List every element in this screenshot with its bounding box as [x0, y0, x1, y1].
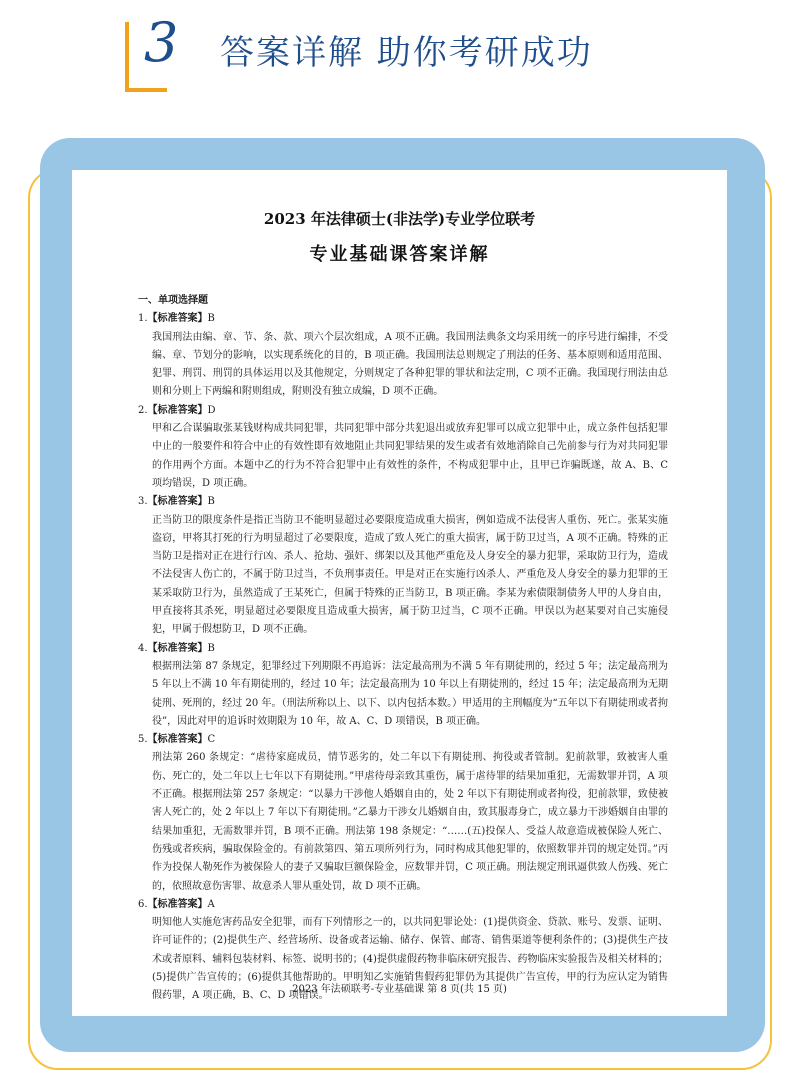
answer-content: [138, 292, 668, 1006]
page-footer: 2023 年法硕联考-专业基础课 第 8 页(共 15 页): [292, 984, 507, 995]
question-number: 6.: [138, 898, 148, 910]
answer-value: B: [207, 496, 215, 508]
answer-label: 【标准答案】: [147, 734, 208, 746]
question-item: [138, 402, 668, 493]
question-number: 1.: [138, 313, 148, 325]
answer-value: A: [207, 898, 215, 910]
question-answer-line: [138, 402, 668, 420]
explanation-text: 甲和乙合谋骗取张某钱财构成共同犯罪，共同犯罪中部分共犯退出或放弃犯罪可以成立犯罪中止，成立条件包括犯罪中止的一般要件和符合中止的有效性即有效地阻止共同犯罪结果的发生或者有效地消除自己先前参与行为对共同犯罪的作用两个方面。本题中乙的行为不符合犯罪中止有效性的条件，不构成犯罪中止，且甲已诈骗既遂，故 A、B、C 项均错误，D 项正确。: [152, 423, 668, 489]
answer-value: B: [207, 313, 215, 325]
document-title: 2023 年法律硕士(非法学)专业学位联考: [263, 210, 536, 228]
explanation-text: 刑法第 260 条规定：“虐待家庭成员，情节恶劣的，处二年以下有期徒刑、拘役或者管制。犯前款罪，致被害人重伤、死亡的，处二年以上七年以下有期徒刑。”甲虐待母亲致其重伤，属于虐待罪的结果加重犯，无需数罪并罚，A 项不正确。根据刑法第 257 条规定：“以暴力干涉他人婚姻自由的，处 2 年以下有期徒刑或者拘役，犯前款罪，致使被害人死亡的，处 2 年以上 7 年以下有期徒刑。”乙暴力干涉女儿婚姻自由，致其服毒身亡，成立暴力干涉婚姻自由罪的结果加重犯，无需数罪并罚，B 项不正确。刑法第 198 条规定：“……(五)投保人、受益人故意造成被保险人死亡、伤残或者疾病，骗取保险金的。有前款第四、第五项所列行为，同时构成其他犯罪的，依照数罪并罚的规定处罚。”丙作为投保人勒死作为被保险人的妻子又骗取巨额保险金，应数罪并罚，C 项正确。刑法规定刑讯逼供致人伤残、死亡的，依照故意伤害罪、故意杀人罪从重处罚，故 D 项不正确。: [152, 752, 668, 892]
explanation-text: 明知他人实施危害药品安全犯罪，而有下列情形之一的，以共同犯罪论处：(1)提供资金、贷款、账号、发票、证明、许可证件的；(2)提供生产、经营场所、设备或者运输、储存、保管、邮寄、销售渠道等便利条件的；(3)提供生产技术或者原料、辅料包装材料、标签、说明书的；(4)提供虚假药物非临床研究报告、药物临床实验报告及相关材料的；(5)提供广告宣传的；(6)提供其他帮助的。甲明知乙实施销售假药犯罪仍为其提供广告宣传，甲的行为应认定为销售假药罪，A 项正确，B、C、D 项错误。: [152, 917, 668, 1002]
document-page: [72, 170, 727, 1016]
question-item: [138, 493, 668, 639]
section-number: 3: [144, 11, 179, 74]
question-answer-line: [138, 310, 668, 328]
question-answer-line: [138, 493, 668, 511]
question-number: 5.: [138, 734, 148, 746]
explanation-text: 我国刑法由编、章、节、条、款、项六个层次组成，A 项不正确。我国刑法典条文均采用统一的序号进行编排，不受编、章、节划分的影响，以实现系统化的目的，B 项正确。我国刑法总则规定了刑法的任务、基本原则和适用范围、犯罪、刑罚、刑罚的具体运用以及其他规定，分则规定了各种犯罪的罪状和法定刑，C 项不正确。我国现行刑法由总则和分则上下两编和附则组成，附则没有独立成编，D 项不正确。: [152, 331, 668, 398]
explanation-text: 正当防卫的限度条件是指正当防卫不能明显超过必要限度造成重大损害，例如造成不法侵害人重伤、死亡。张某实施盗窃，甲将其打死的行为明显超过了必要限度，造成了致人死亡的重大损害，属于防卫过当，A 项不正确。特殊的正当防卫是指对正在进行行凶、杀人、抢劫、强奸、绑架以及其他严重危及人身安全的暴力犯罪，采取防卫行为，造成不法侵害人伤亡的，不属于防卫过当，不负刑事责任。甲是对正在实施行凶杀人、严重危及人身安全的暴力犯罪的王某采取防卫行为，虽然造成了王某死亡，但属于特殊的正当防卫，B 项正确。李某为索债限制债务人甲的人身自由，甲直接将其杀死，明显超过必要限度且造成重大损害，属于防卫过当，C 项不正确。甲误以为赵某要对自己实施侵犯，甲属于假想防卫，D 项不正确。: [152, 514, 668, 636]
answer-label: 【标准答案】: [147, 898, 208, 910]
question-item: [138, 310, 668, 401]
answer-label: 【标准答案】: [147, 404, 208, 416]
question-number: 2.: [138, 404, 148, 416]
answer-value: C: [207, 734, 216, 746]
answer-label: 【标准答案】: [147, 313, 208, 325]
question-list: [138, 310, 668, 1005]
answer-value: D: [207, 404, 216, 416]
question-number: 3.: [138, 496, 148, 508]
header-title: 答案详解 助你考研成功: [220, 33, 593, 73]
answer-label: 【标准答案】: [147, 496, 208, 508]
document-subtitle: 专业基础课答案详解: [309, 244, 490, 265]
answer-value: B: [207, 642, 215, 654]
question-answer-line: [138, 731, 668, 749]
page-header: [0, 0, 790, 100]
question-item: [138, 731, 668, 896]
question-answer-line: [138, 896, 668, 914]
question-item: [138, 640, 668, 731]
question-number: 4.: [138, 642, 148, 654]
question-answer-line: [138, 640, 668, 658]
answer-label: 【标准答案】: [147, 642, 208, 654]
explanation-text: 根据刑法第 87 条规定，犯罪经过下列期限不再追诉：法定最高刑为不满 5 年有期徒刑的，经过 5 年；法定最高刑为 5 年以上不满 10 年有期徒刑的，经过 10 年；法定最高刑为 10 年以上有期徒刑的，经过 15 年；法定最高刑为无期徒刑、死刑的，经过 20 年。（刑法所称以上、以下、以内包括本数。）甲适用的主刑幅度为“五年以下有期徒刑或者拘役”，因此对甲的追诉时效期限为 10 年，故 A、C、D 项错误，B 项正确。: [152, 660, 668, 727]
section-heading: 一、单项选择题: [138, 295, 208, 306]
